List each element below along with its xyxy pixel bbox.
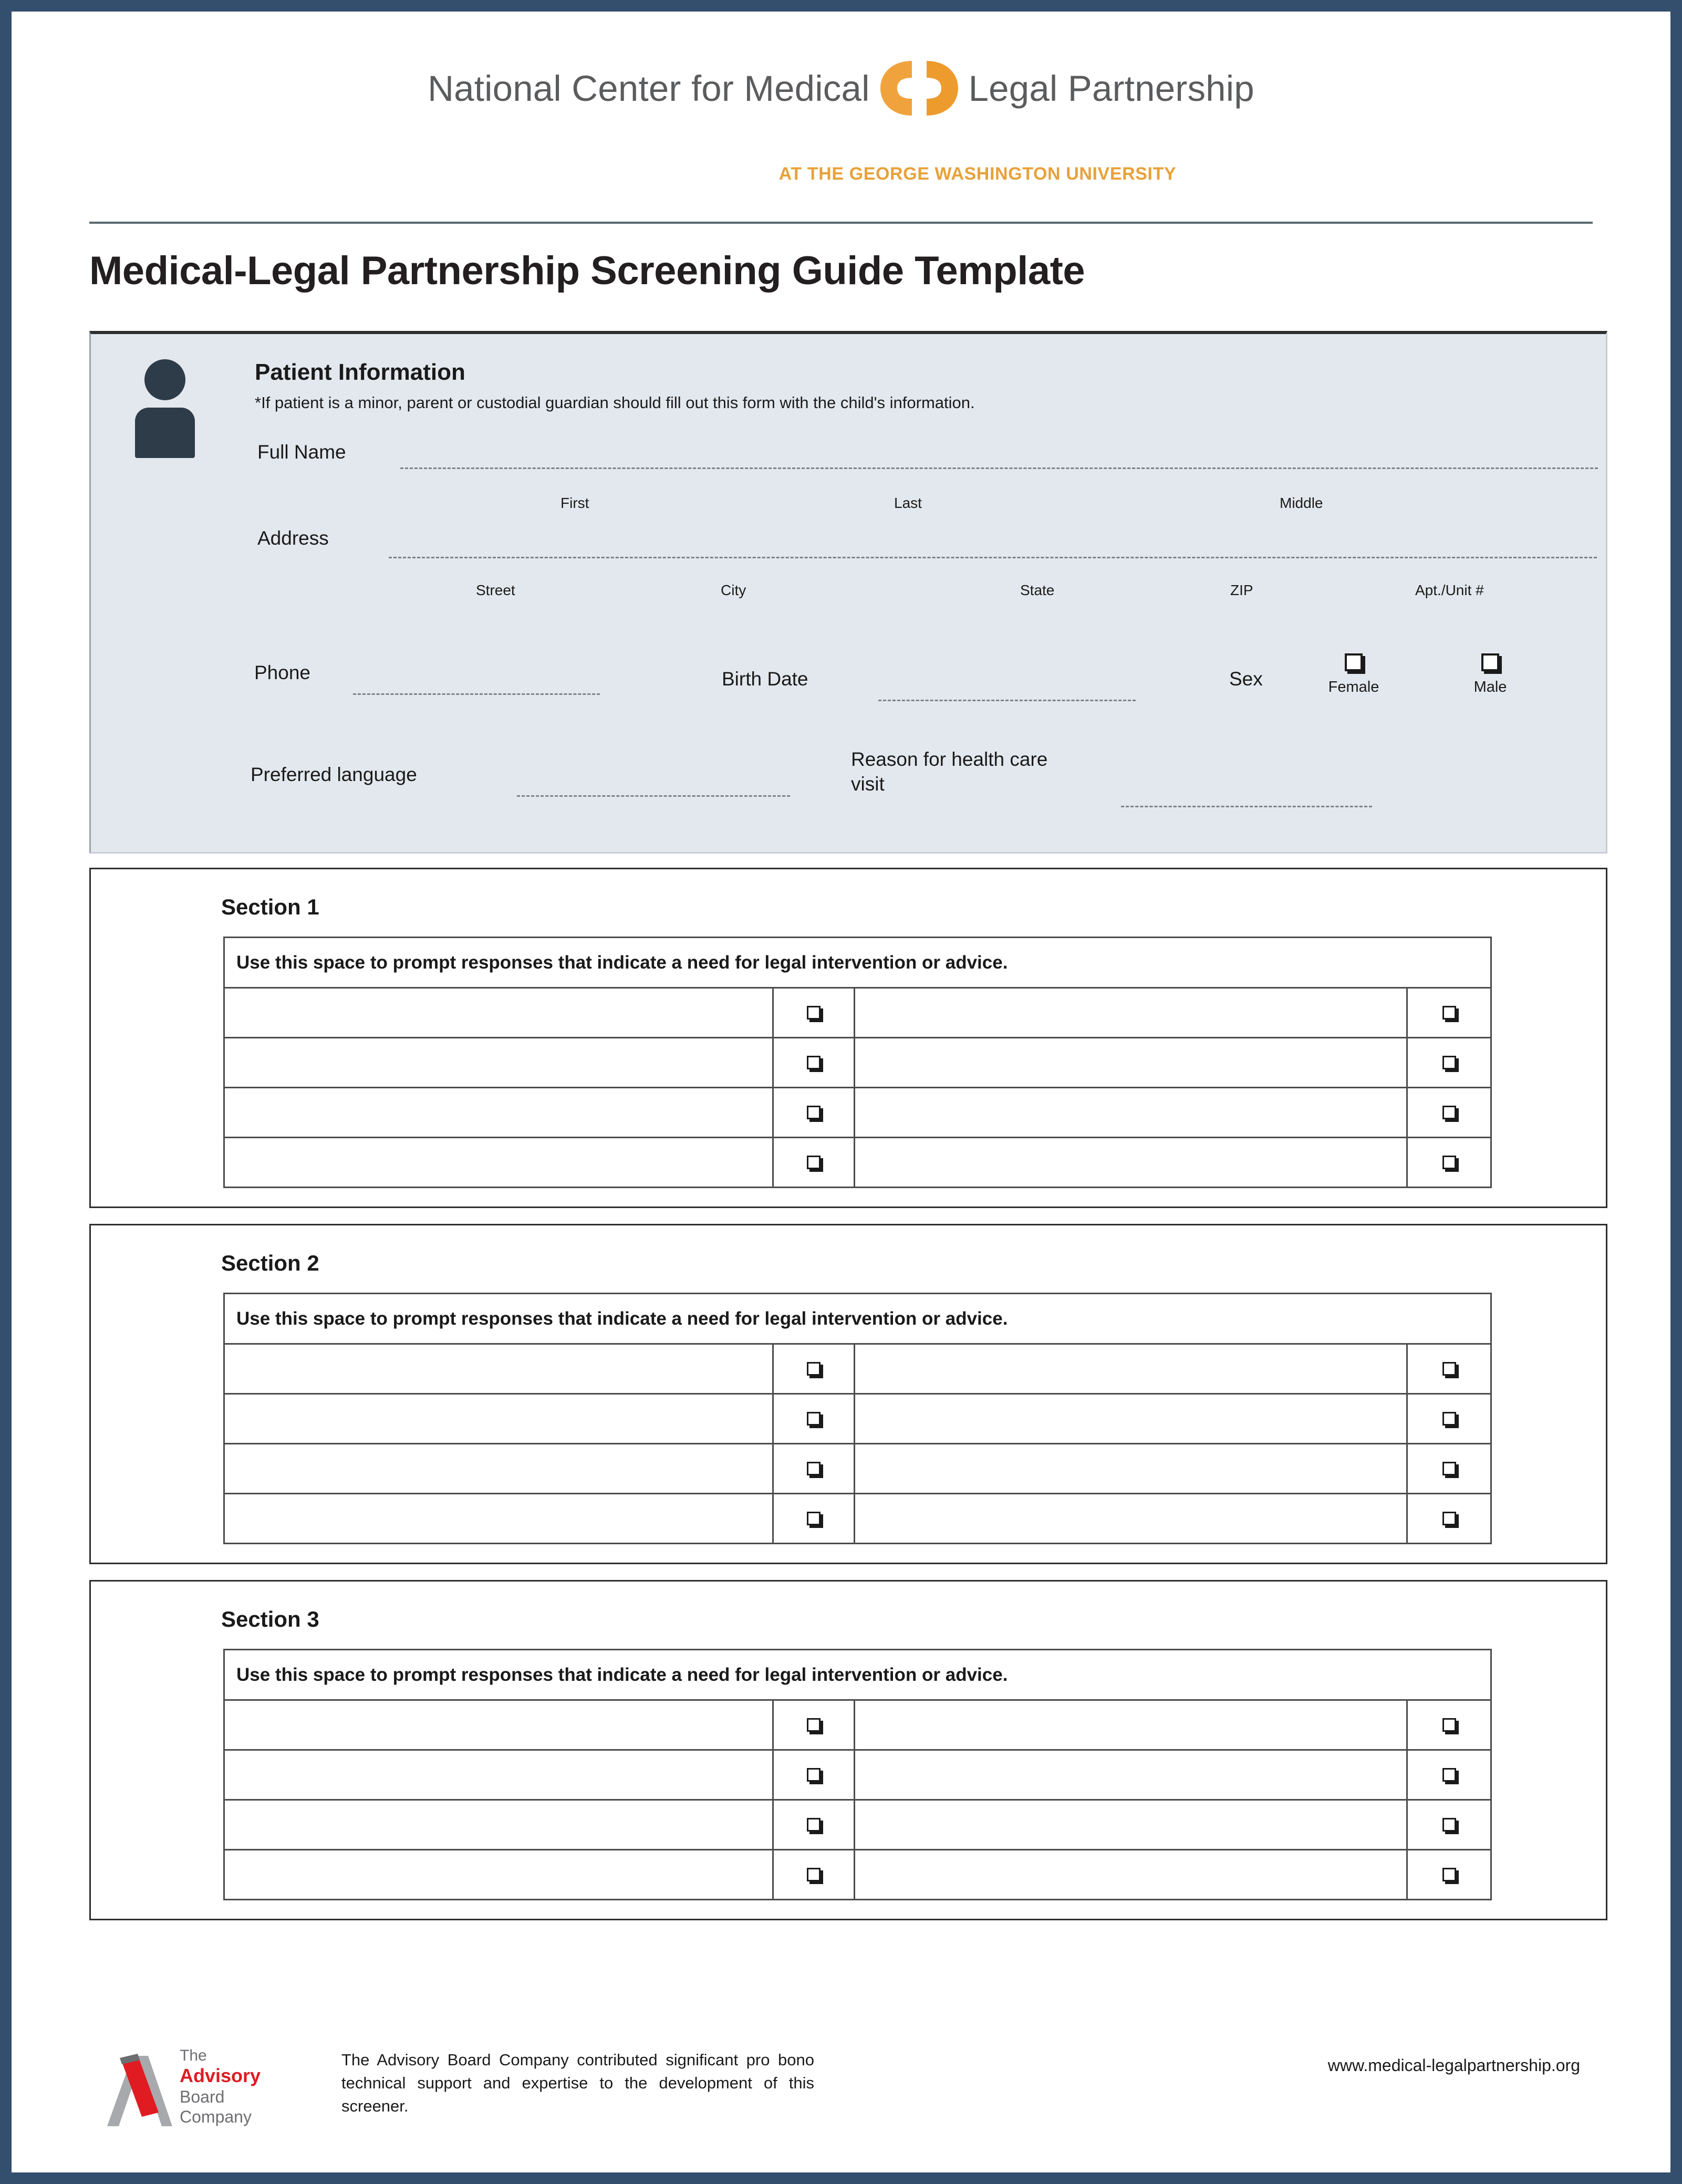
prompt-checkbox-right-cell[interactable]	[1407, 1850, 1491, 1900]
prompt-checkbox-left-cell[interactable]	[773, 1038, 855, 1088]
advisory-board-credit: The Advisory Board Company contributed significant pro bono technical support and expertise to the development of this screener.	[341, 2051, 814, 2116]
prompt-cell-left[interactable]	[224, 1850, 773, 1900]
section-1	[89, 868, 1607, 1208]
reason-for-visit-input[interactable]	[1121, 806, 1372, 807]
checkbox-icon[interactable]	[807, 1718, 821, 1732]
checkbox-icon[interactable]	[1442, 1156, 1456, 1169]
table-row	[224, 1494, 1491, 1544]
page-title: Medical-Legal Partnership Screening Guide Template	[89, 248, 1085, 293]
checkbox-icon[interactable]	[1442, 1362, 1456, 1376]
prompt-cell-right[interactable]	[855, 1494, 1407, 1544]
section-2-prompt: Use this space to prompt responses that indicate a need for legal intervention or advice.	[224, 1294, 1491, 1344]
prompt-cell-left[interactable]	[224, 1344, 773, 1394]
prompt-checkbox-right-cell[interactable]	[1407, 1700, 1491, 1750]
checkbox-icon[interactable]	[807, 1768, 821, 1782]
prompt-cell-right[interactable]	[855, 1394, 1407, 1444]
table-header-row	[224, 1650, 1491, 1700]
checkbox-icon[interactable]	[1442, 1512, 1456, 1525]
table-row	[224, 1700, 1491, 1750]
prompt-cell-left[interactable]	[224, 1394, 773, 1444]
preferred-language-input[interactable]	[517, 795, 790, 797]
prompt-checkbox-left-cell[interactable]	[773, 1088, 855, 1138]
checkbox-icon[interactable]	[807, 1156, 821, 1169]
prompt-checkbox-left-cell[interactable]	[773, 1444, 855, 1494]
table-row	[224, 1750, 1491, 1800]
section-2-heading: Section 2	[221, 1251, 319, 1275]
reason-for-visit-label: Reason for health care visit	[851, 748, 1048, 795]
table-row	[224, 1800, 1491, 1850]
prompt-checkbox-left-cell[interactable]	[773, 988, 855, 1038]
address-sublabel-zip: ZIP	[1230, 582, 1253, 598]
prompt-cell-left[interactable]	[224, 1038, 773, 1088]
prompt-cell-right[interactable]	[855, 1344, 1407, 1394]
address-sublabel-street: Street	[476, 582, 515, 598]
logo-text-left: National Center for Medical	[428, 68, 870, 109]
advisory-board-wordmark	[180, 2046, 261, 2127]
prompt-checkbox-left-cell[interactable]	[773, 1750, 855, 1800]
section-3-table	[223, 1649, 1492, 1900]
full-name-sublabel-middle: Middle	[1280, 495, 1323, 511]
mlp-logo-icon	[878, 58, 960, 119]
prompt-checkbox-right-cell[interactable]	[1407, 1750, 1491, 1800]
checkbox-icon[interactable]	[807, 1462, 821, 1475]
prompt-checkbox-left-cell[interactable]	[773, 1344, 855, 1394]
header-divider	[89, 222, 1593, 224]
prompt-checkbox-right-cell[interactable]	[1407, 1088, 1491, 1138]
birth-date-input[interactable]	[878, 700, 1136, 701]
section-2-table	[223, 1293, 1492, 1544]
prompt-checkbox-right-cell[interactable]	[1407, 1138, 1491, 1188]
table-row	[224, 1138, 1491, 1188]
table-header-row	[224, 938, 1491, 988]
prompt-cell-left[interactable]	[224, 1138, 773, 1188]
checkbox-icon[interactable]	[1442, 1006, 1456, 1020]
prompt-cell-right[interactable]	[855, 1700, 1407, 1750]
prompt-cell-left[interactable]	[224, 988, 773, 1038]
birth-date-label: Birth Date	[722, 668, 808, 690]
sex-label: Sex	[1229, 668, 1263, 690]
checkbox-icon[interactable]	[807, 1106, 821, 1119]
advisory-board-mark-icon	[100, 2048, 179, 2127]
prompt-checkbox-left-cell[interactable]	[773, 1850, 855, 1900]
section-2	[89, 1224, 1607, 1564]
table-row	[224, 988, 1491, 1038]
prompt-cell-right[interactable]	[855, 1750, 1407, 1800]
prompt-checkbox-right-cell[interactable]	[1407, 1800, 1491, 1850]
table-row	[224, 1344, 1491, 1394]
advisory-board-line-3: Board	[180, 2087, 225, 2106]
patient-information-note: *If patient is a minor, parent or custodial guardian should fill out this form with the child's information.	[255, 393, 975, 412]
prompt-cell-left[interactable]	[224, 1700, 773, 1750]
checkbox-icon[interactable]	[807, 1512, 821, 1525]
checkbox-icon[interactable]	[1442, 1056, 1456, 1069]
prompt-checkbox-right-cell[interactable]	[1407, 1494, 1491, 1544]
prompt-checkbox-right-cell[interactable]	[1407, 1394, 1491, 1444]
prompt-cell-left[interactable]	[224, 1444, 773, 1494]
website-url[interactable]: www.medical-legalpartnership.org	[1327, 2056, 1580, 2075]
section-1-prompt: Use this space to prompt responses that indicate a need for legal intervention or advice.	[224, 938, 1491, 988]
address-sublabel-apt: Apt./Unit #	[1415, 582, 1484, 598]
section-1-table	[223, 937, 1492, 1188]
prompt-cell-right[interactable]	[855, 1444, 1407, 1494]
section-3-heading: Section 3	[221, 1607, 319, 1631]
full-name-sublabel-first: First	[560, 495, 589, 511]
prompt-checkbox-left-cell[interactable]	[773, 1138, 855, 1188]
checkbox-icon[interactable]	[807, 1412, 821, 1426]
section-3-prompt: Use this space to prompt responses that indicate a need for legal intervention or advice.	[224, 1650, 1491, 1700]
checkbox-icon[interactable]	[1442, 1818, 1456, 1832]
table-row	[224, 1850, 1491, 1900]
section-3	[89, 1580, 1607, 1920]
patient-information-heading: Patient Information	[255, 359, 465, 385]
sex-female-label: Female	[1328, 679, 1379, 695]
phone-label: Phone	[254, 662, 310, 683]
prompt-cell-left[interactable]	[224, 1494, 773, 1544]
organization-logo	[12, 58, 1670, 119]
prompt-checkbox-left-cell[interactable]	[773, 1494, 855, 1544]
sex-male-checkbox[interactable]	[1481, 653, 1499, 671]
prompt-cell-left[interactable]	[224, 1800, 773, 1850]
checkbox-icon[interactable]	[807, 1818, 821, 1832]
prompt-cell-right[interactable]	[855, 1850, 1407, 1900]
prompt-checkbox-left-cell[interactable]	[773, 1700, 855, 1750]
address-sublabel-city: City	[721, 582, 746, 598]
person-icon-body	[135, 408, 195, 458]
preferred-language-label: Preferred language	[251, 764, 417, 785]
table-row	[224, 1038, 1491, 1088]
sex-female-checkbox[interactable]	[1345, 653, 1363, 671]
sex-option-male[interactable]	[1451, 653, 1530, 696]
table-row	[224, 1444, 1491, 1494]
advisory-board-line-4: Company	[180, 2107, 252, 2126]
advisory-board-logo	[100, 2044, 299, 2128]
prompt-checkbox-right-cell[interactable]	[1407, 1038, 1491, 1088]
page-sheet	[12, 12, 1670, 2172]
checkbox-icon[interactable]	[1442, 1106, 1456, 1119]
prompt-cell-right[interactable]	[855, 988, 1407, 1038]
prompt-checkbox-right-cell[interactable]	[1407, 988, 1491, 1038]
checkbox-icon[interactable]	[1442, 1768, 1456, 1782]
table-row	[224, 1088, 1491, 1138]
prompt-cell-left[interactable]	[224, 1088, 773, 1138]
prompt-checkbox-right-cell[interactable]	[1407, 1344, 1491, 1394]
checkbox-icon[interactable]	[807, 1006, 821, 1020]
prompt-checkbox-right-cell[interactable]	[1407, 1444, 1491, 1494]
checkbox-icon[interactable]	[1442, 1412, 1456, 1426]
person-icon-head	[144, 359, 185, 400]
advisory-board-line-1: The	[180, 2047, 207, 2064]
footer	[12, 2023, 1670, 2160]
prompt-cell-right[interactable]	[855, 1800, 1407, 1850]
masthead	[12, 12, 1670, 185]
table-row	[224, 1394, 1491, 1444]
prompt-cell-left[interactable]	[224, 1750, 773, 1800]
section-1-heading: Section 1	[221, 895, 319, 919]
prompt-checkbox-left-cell[interactable]	[773, 1394, 855, 1444]
full-name-input[interactable]	[400, 467, 1598, 469]
full-name-sublabel-last: Last	[894, 495, 922, 511]
sex-option-female[interactable]	[1314, 653, 1393, 696]
address-input[interactable]	[389, 557, 1597, 558]
address-label: Address	[257, 527, 329, 549]
checkbox-icon[interactable]	[807, 1362, 821, 1376]
full-name-label: Full Name	[257, 441, 346, 463]
checkbox-icon[interactable]	[807, 1868, 821, 1881]
person-icon	[133, 359, 196, 454]
prompt-cell-right[interactable]	[855, 1088, 1407, 1138]
checkbox-icon[interactable]	[807, 1056, 821, 1069]
address-sublabel-state: State	[1020, 582, 1055, 598]
prompt-checkbox-left-cell[interactable]	[773, 1800, 855, 1850]
table-header-row	[224, 1294, 1491, 1344]
logo-subline: AT THE GEORGE WASHINGTON UNIVERSITY	[778, 164, 1177, 184]
checkbox-icon[interactable]	[1442, 1868, 1456, 1881]
phone-input[interactable]	[353, 693, 600, 695]
logo-text-right: Legal Partnership	[968, 68, 1254, 109]
sex-male-label: Male	[1473, 679, 1507, 695]
checkbox-icon[interactable]	[1442, 1718, 1456, 1732]
advisory-board-line-2: Advisory	[180, 2065, 261, 2087]
prompt-cell-right[interactable]	[855, 1038, 1407, 1088]
prompt-cell-right[interactable]	[855, 1138, 1407, 1188]
checkbox-icon[interactable]	[1442, 1462, 1456, 1475]
